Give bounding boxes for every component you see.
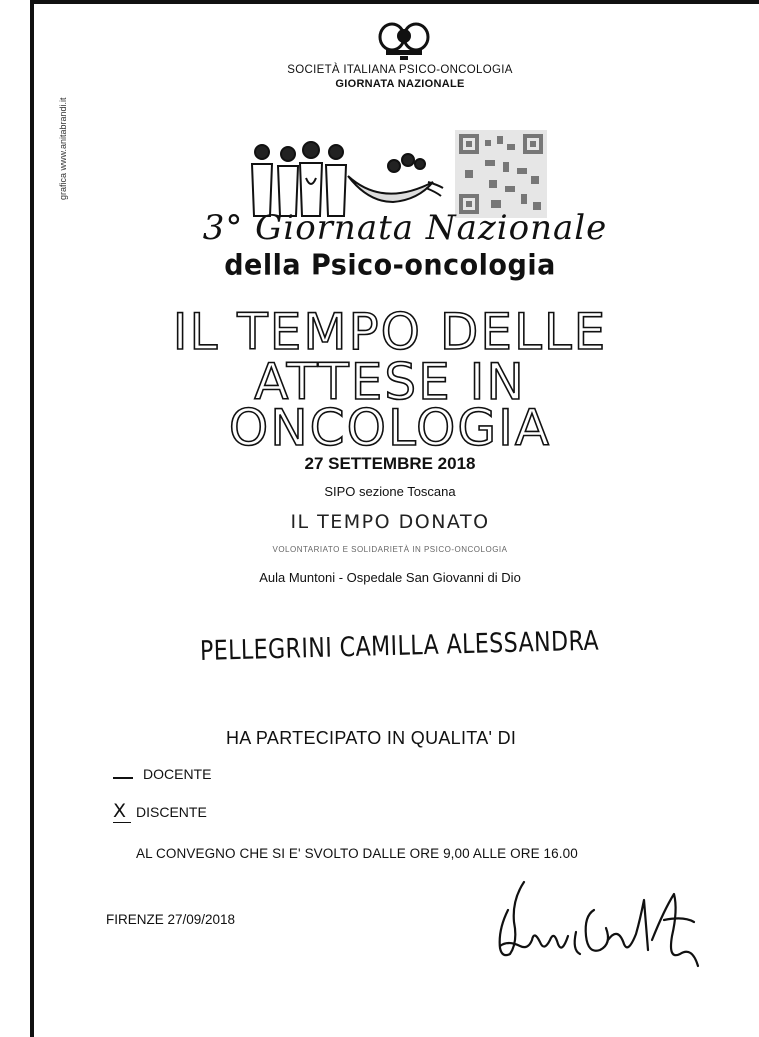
event-section: SIPO sezione Toscana <box>324 484 456 499</box>
participant-name: PELLEGRINI CAMILLA ALESSANDRA <box>199 625 600 667</box>
main-title-line-3: ONCOLOGIA <box>228 399 552 457</box>
main-title-line-2: ATTESE IN <box>254 353 526 411</box>
docente-label: DOCENTE <box>143 766 212 782</box>
signature <box>488 870 713 980</box>
edition-title: 3° Giornata Nazionale <box>202 208 608 248</box>
sipo-logo <box>376 20 432 62</box>
participation-statement: HA PARTECIPATO IN QUALITA' DI <box>226 728 517 748</box>
graphic-credit: grafica www.anitabrandi.it <box>58 97 68 200</box>
discente-check-mark: X <box>113 800 127 822</box>
event-type: GIORNATA NAZIONALE <box>335 78 465 90</box>
docente-checkbox <box>113 763 133 779</box>
event-venue: Aula Muntoni - Ospedale San Giovanni di Dio <box>259 570 521 585</box>
society-name: SOCIETÀ ITALIANA PSICO-ONCOLOGIA <box>287 64 513 76</box>
discente-label: DISCENTE <box>136 804 207 820</box>
convegno-hours: AL CONVEGNO CHE SI E' SVOLTO DALLE ORE 9,00 ALLE ORE 16.00 <box>136 846 578 861</box>
page-border-top <box>30 0 759 4</box>
page-border-left <box>30 0 34 1037</box>
organization-subtitle: VOLONTARIATO E SOLIDARIETÀ IN PSICO-ONCOLOGIA <box>272 545 508 554</box>
main-title-line-1: IL TEMPO DELLE <box>172 303 608 361</box>
place-and-date: FIRENZE 27/09/2018 <box>106 912 236 927</box>
event-date: 27 SETTEMBRE 2018 <box>304 454 476 473</box>
organization-name: IL TEMPO DONATO <box>290 511 490 533</box>
discente-checkbox-line <box>113 822 131 823</box>
qr-code <box>455 130 547 218</box>
event-subtitle: della Psico-oncologia <box>224 249 556 282</box>
